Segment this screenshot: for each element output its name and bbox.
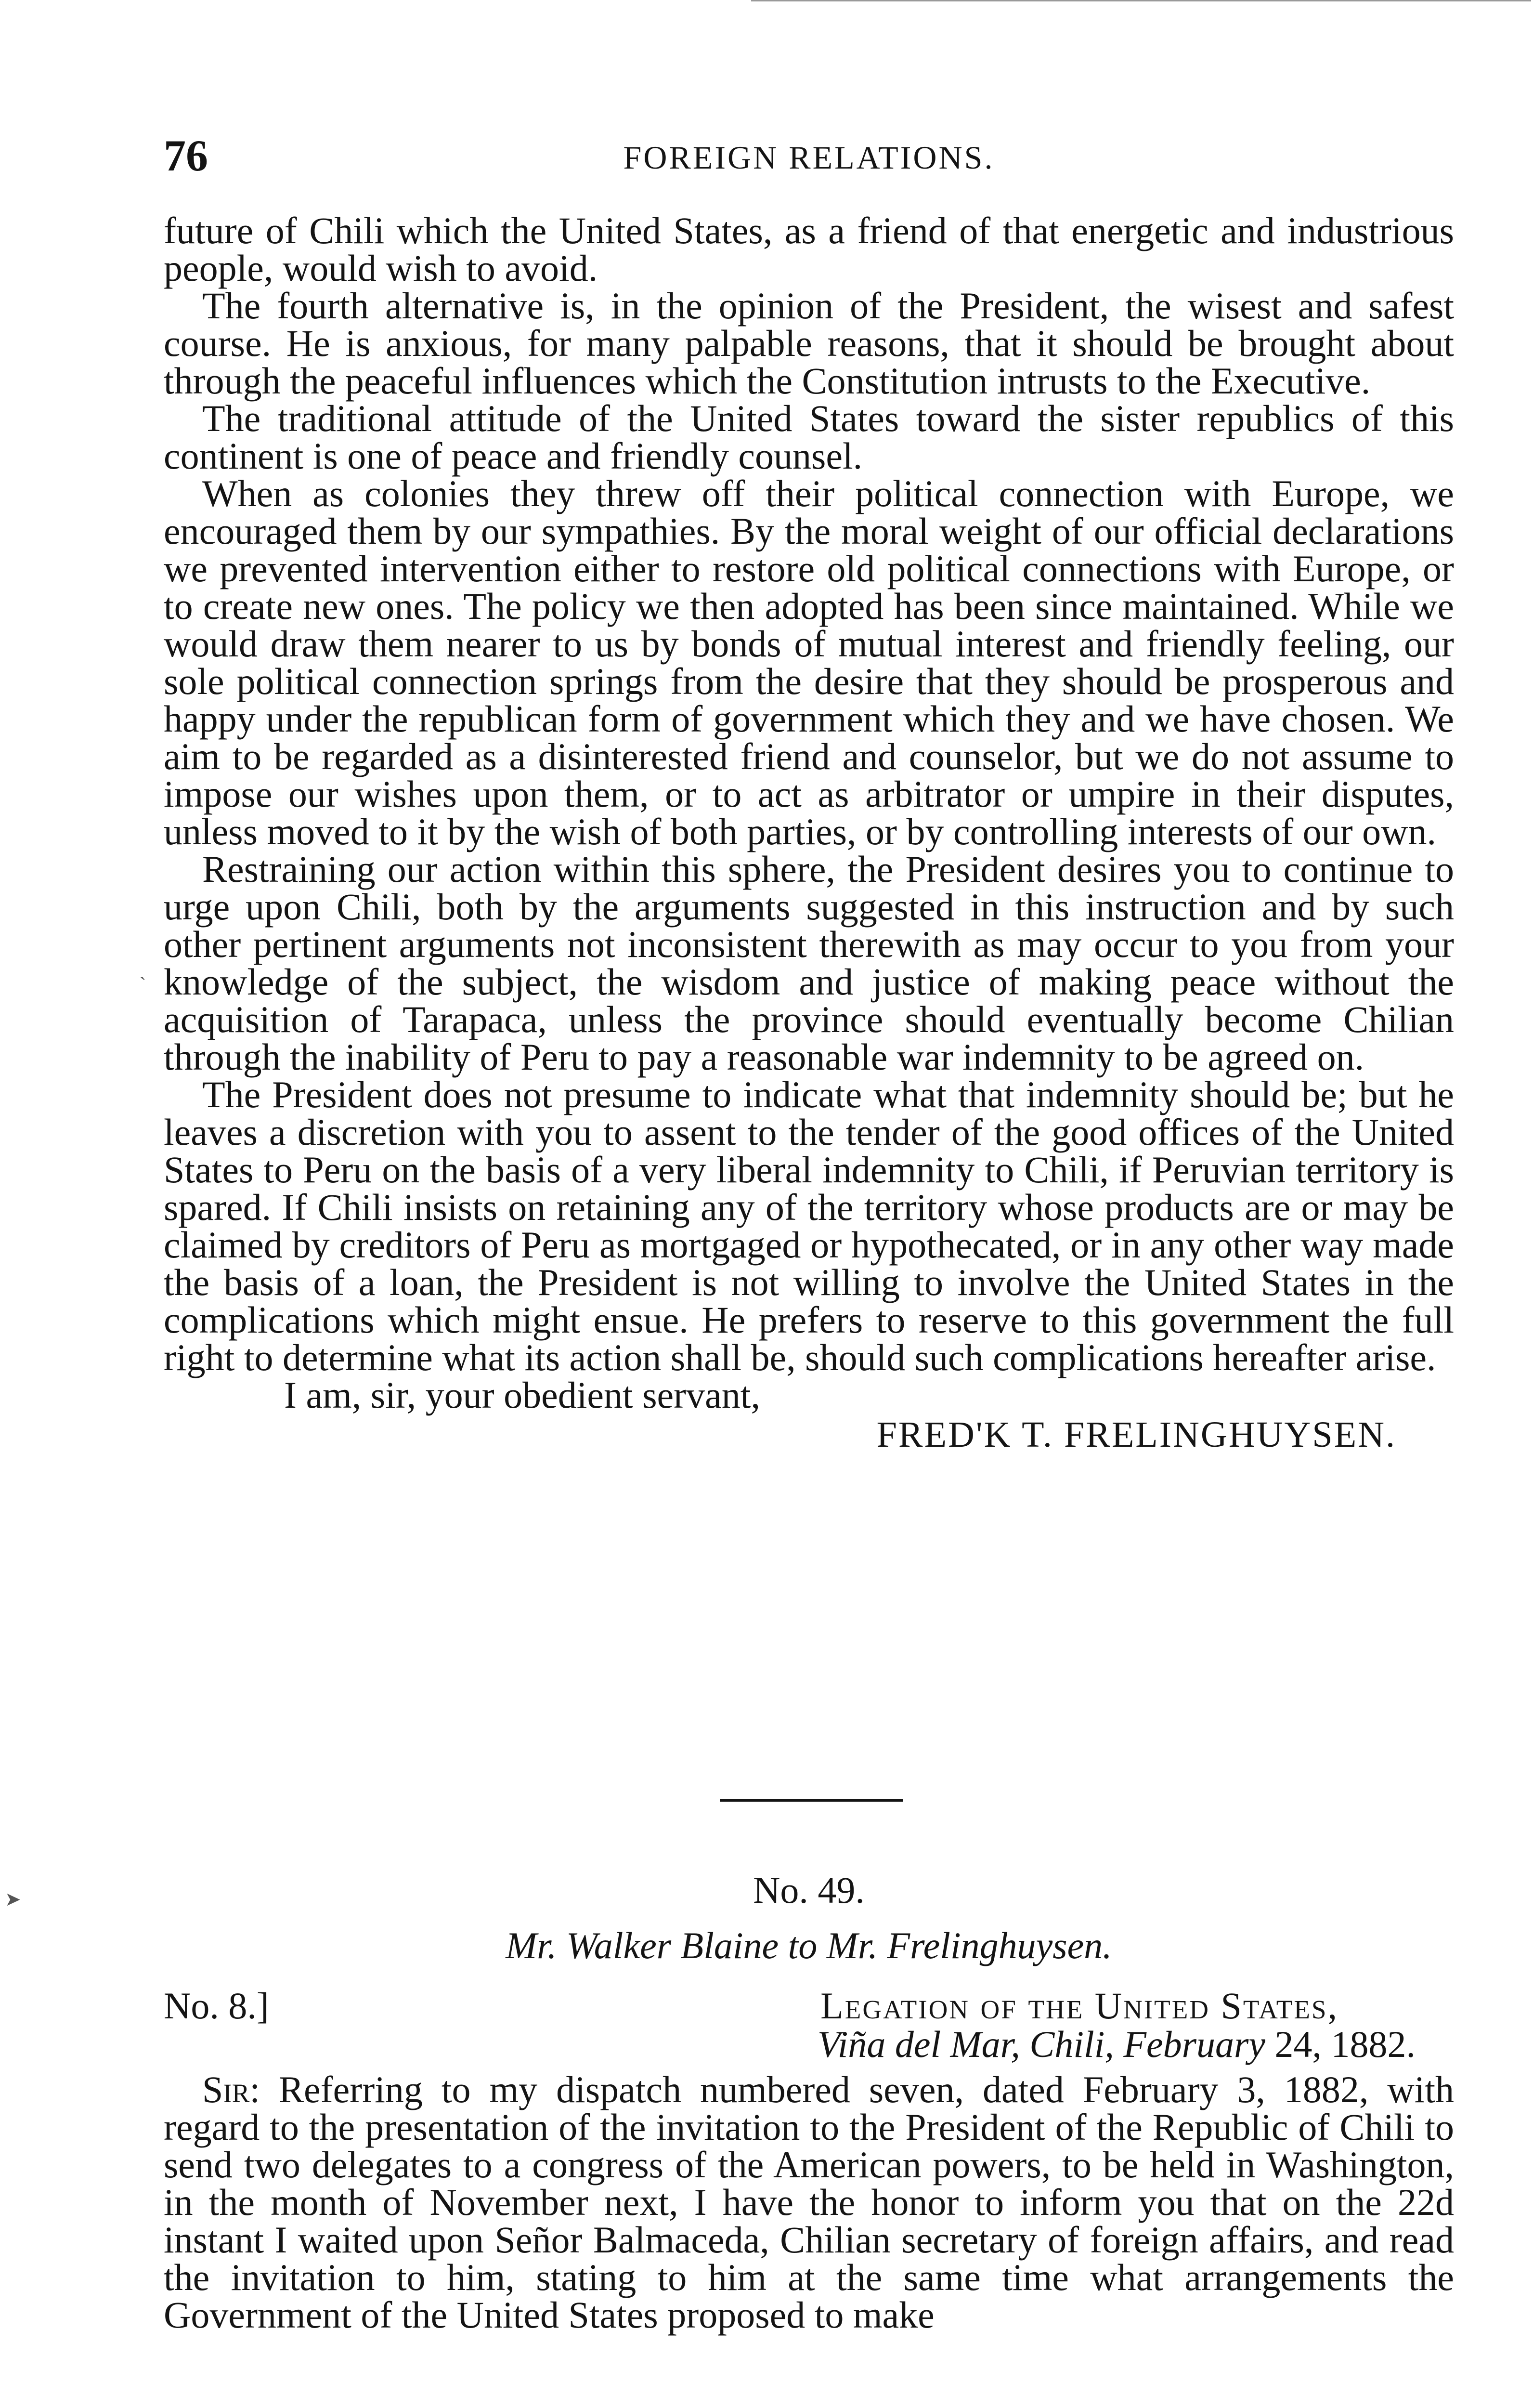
dispatch-text: Referring to my dispatch numbered seven, dated February 3, 1882, with regard to the presentation of the invitation to the President of the Republic of Chili to send two delegates to a congress of the American powers, to be held in Washington, in the month of November next, I have the honor to inform you that on the 22d instant I waited upon Señor Balmaceda, Chilian secretary of foreign affairs, and read the invitation to him, stating to him at the same time what arrangements the Government of the United States proposed to make <box>164 2068 1454 2336</box>
paragraph: The President does not presume to indicate what that indemnity should be; but he leaves a discretion with you to assent to the tender of the good offices of the United States to Peru on the basis of a very liberal indemnity to Chili, if Peruvian territory is spared. If Chili insists on retaining any of the territory whose products are or may be claimed by creditors of Peru as mortgaged or hypothecated, or in any other way made the basis of a loan, the President is not willing to involve the United States in the complications which might ensue. He prefers to reserve to this government the full right to determine what its action shall be, should such complications hereafter arise. <box>164 1073 1454 1378</box>
top-edge-rule <box>751 0 1531 4</box>
paragraph: Restraining our action within this sphere, the President desires you to continue to urge upon Chili, both by the arguments suggested in this instruction and by such other pertinent arguments not inconsistent therewith as may occur to you from your knowledge of the subject, the wisdom and justice of making peace without the acquisition of Tarapaca, unless the province should eventually become Chilian through the inability of Peru to pay a reasonable war indemnity to be agreed on. <box>164 848 1454 1078</box>
section-divider <box>720 1799 903 1802</box>
dispatch-paragraph <box>164 2068 1454 2336</box>
document-number: No. 49. <box>753 1869 865 1911</box>
paragraph: The traditional attitude of the United States toward the sister republics of this continent is one of peace and friendly counsel. <box>164 397 1454 477</box>
paragraph: The fourth alternative is, in the opinion of the President, the wisest and safest course. He is anxious, for many palpable reasons, that it should be brought about through the peaceful influences which the Constitution intrusts to the Executive. <box>164 285 1454 402</box>
letter-body-text <box>164 209 1454 1455</box>
document-heading: Mr. Walker Blaine to Mr. Frelinghuysen. <box>506 1924 1112 1966</box>
dispatch-line <box>164 1984 1454 2028</box>
running-title: FOREIGN RELATIONS. <box>623 139 995 176</box>
paragraph: When as colonies they threw off their political connection with Europe, we encouraged them by our sympathies. By the moral weight of our official declarations we prevented intervention either to restore old political connections with Europe, or to create new ones. The policy we then adopted has been since maintained. While we would draw them nearer to us by bonds of mutual interest and friendly feeling, our sole political connection springs from the desire that they should be prosperous and happy under the republican form of government which they and we have chosen. We aim to be regarded as a disinterested friend and counselor, but we do not assume to impose our wishes upon them, or to act as arbitrator or umpire in their disputes, unless moved to it by the wish of both parties, or by controlling interests of our own. <box>164 472 1454 852</box>
page-number: 76 <box>164 131 208 180</box>
dispatch-number: No. 8.] <box>164 1985 269 2027</box>
dispatch-body <box>164 2068 1454 2336</box>
dateline <box>164 2023 1454 2066</box>
margin-arrow-mark: ➤ <box>5 1888 21 1910</box>
dateline-place: Viña del Mar, Chili, February <box>817 2023 1265 2065</box>
paragraph-continuation: future of Chili which the United States, as a friend of that energetic and industrious people, would wish to avoid. <box>164 209 1454 289</box>
margin-tick-mark: ˋ <box>140 973 146 995</box>
dateline-date: 24, 1882. <box>1265 2023 1416 2065</box>
signature: FRED'K T. FRELINGHUYSEN. <box>876 1414 1396 1455</box>
page-header <box>164 130 1454 188</box>
closing-line: I am, sir, your obedient servant, <box>284 1374 760 1416</box>
salutation: Sir: <box>202 2068 260 2110</box>
legation-name: Legation of the United States, <box>820 1985 1338 2027</box>
